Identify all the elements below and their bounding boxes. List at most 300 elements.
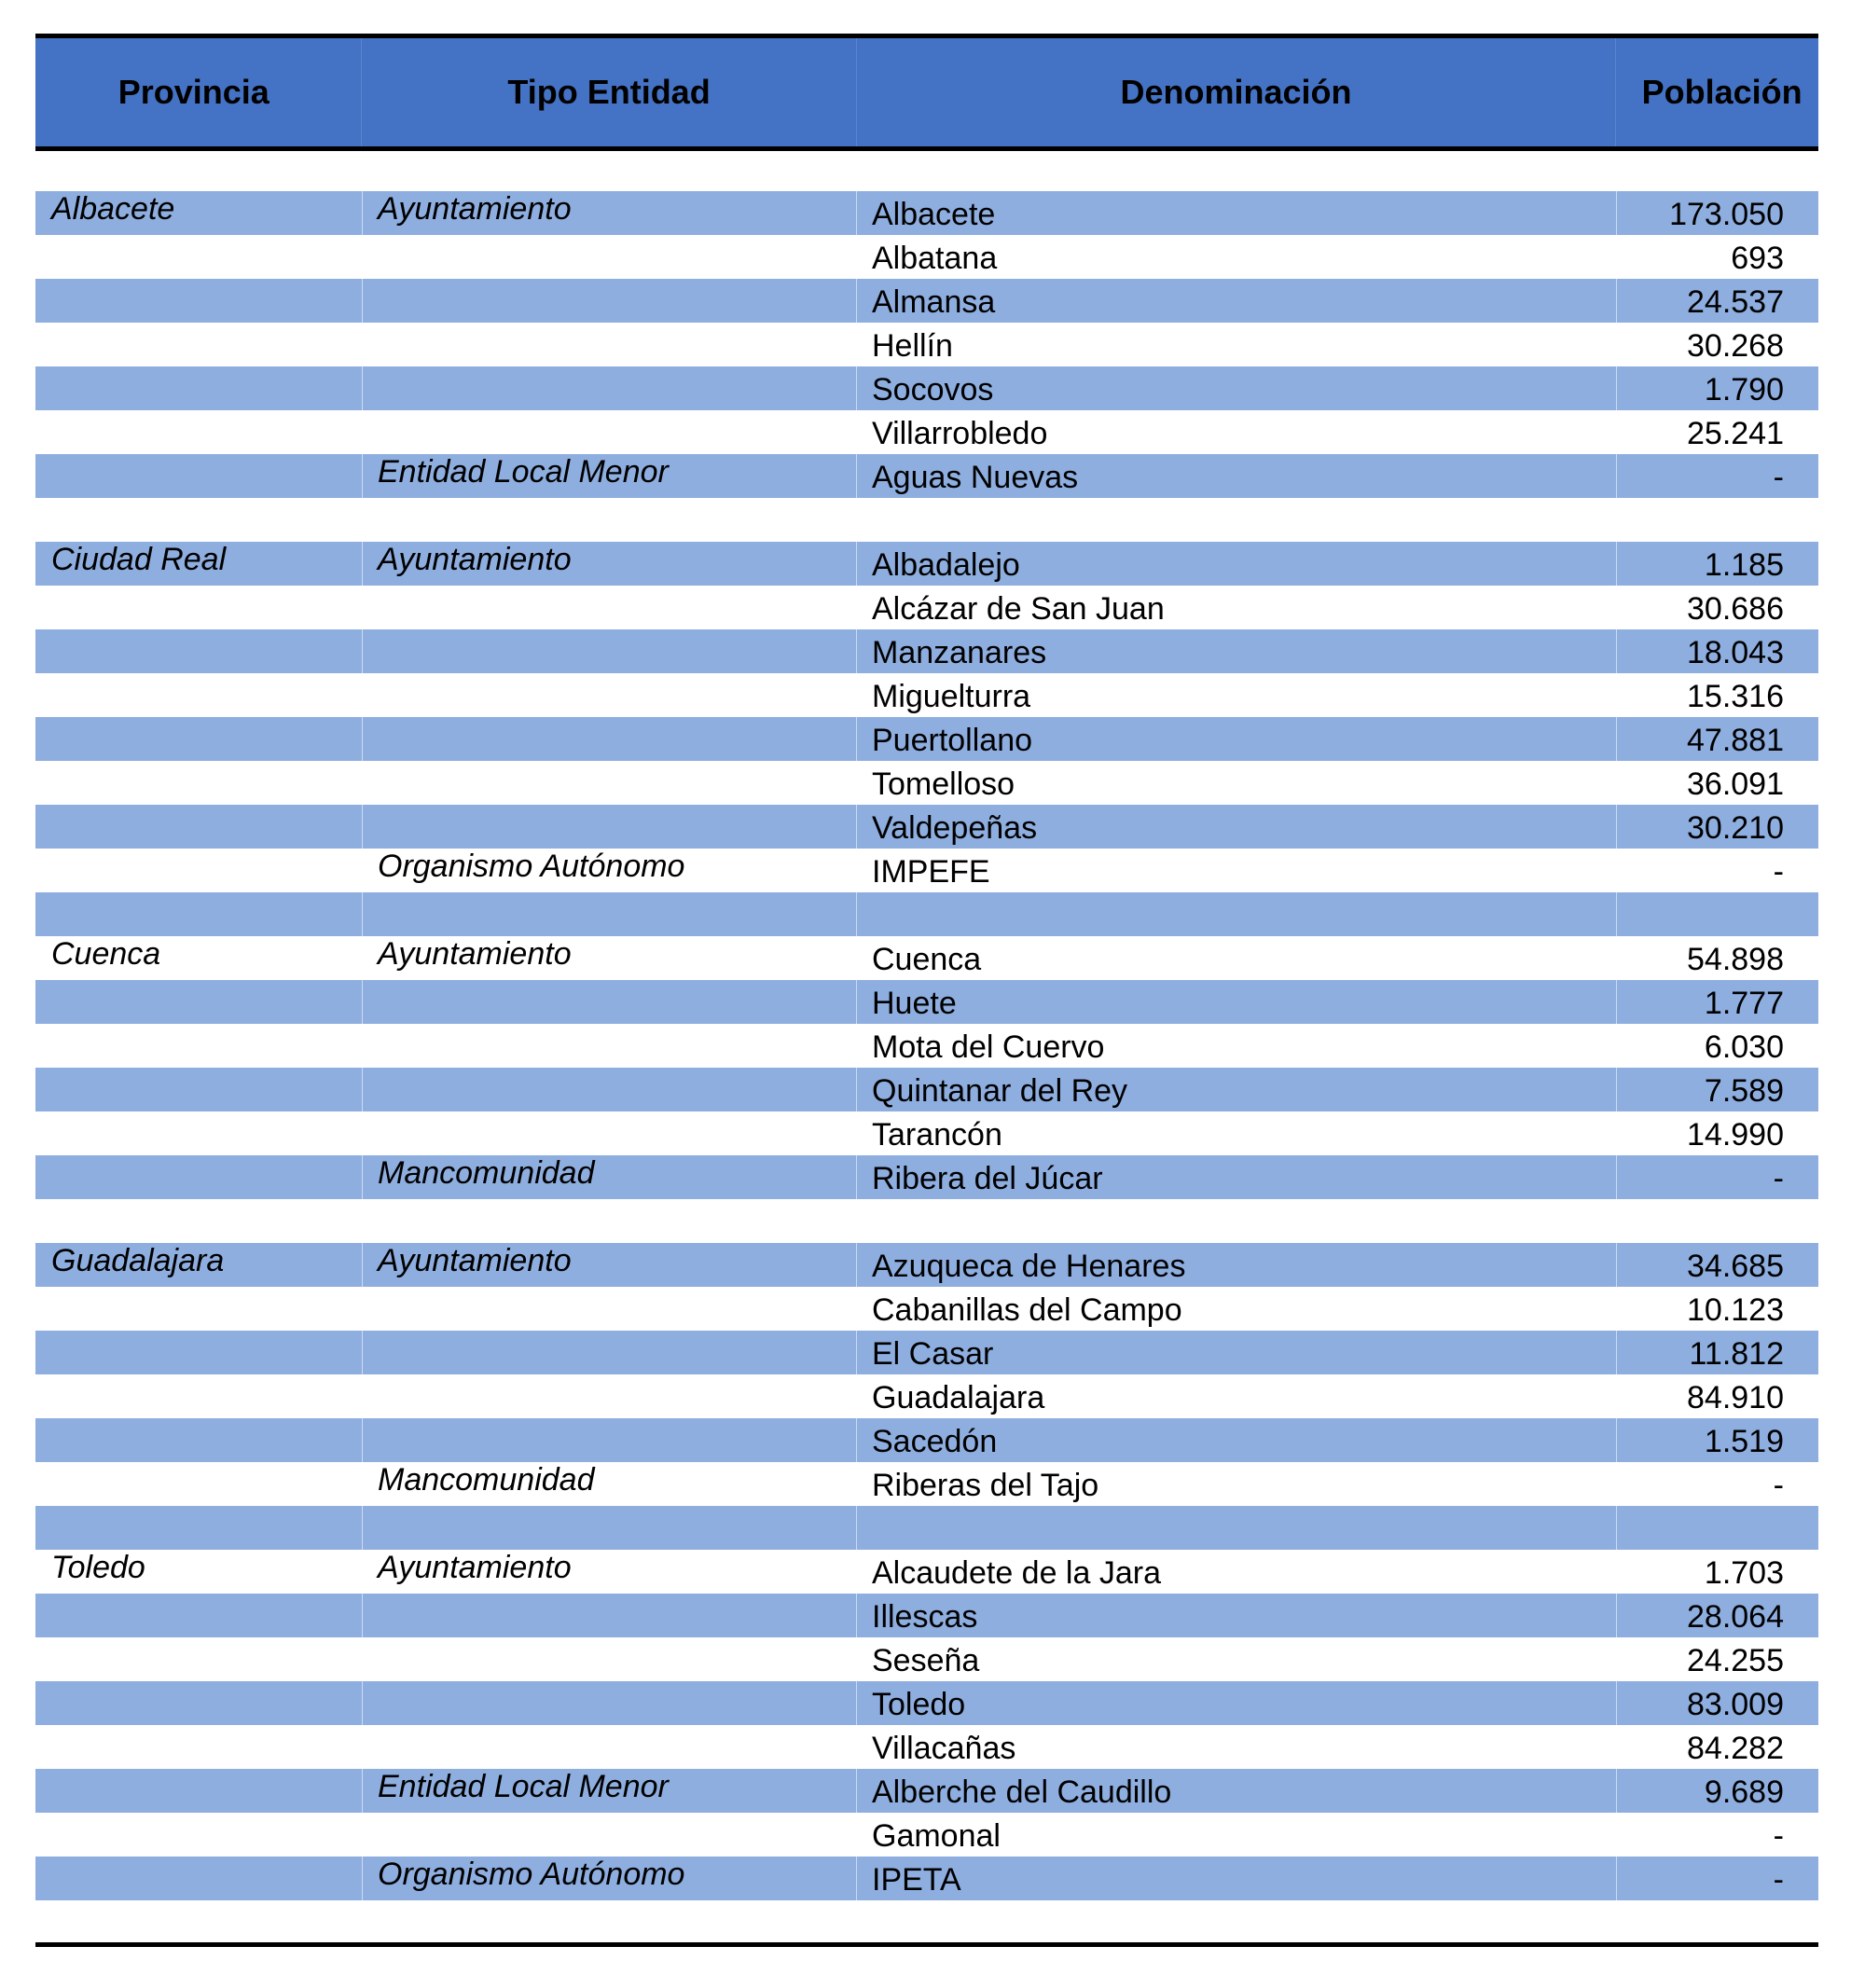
tipo-entidad-cell xyxy=(362,1287,856,1331)
column-divider xyxy=(362,235,363,279)
provincia-cell xyxy=(35,1287,362,1331)
table-row xyxy=(35,849,1818,892)
column-divider xyxy=(1616,279,1617,323)
table-row xyxy=(35,717,1818,761)
column-divider xyxy=(856,1594,857,1637)
column-divider xyxy=(856,410,857,454)
denominacion-cell: Villarrobledo xyxy=(872,416,1048,451)
denominacion-cell: Cuenca xyxy=(872,942,982,977)
column-divider xyxy=(1616,1594,1617,1637)
poblacion-cell: 30.686 xyxy=(1687,591,1784,627)
column-divider xyxy=(362,1111,363,1155)
column-divider xyxy=(362,1550,363,1594)
poblacion-cell: 10.123 xyxy=(1687,1292,1784,1328)
column-divider xyxy=(362,1155,363,1199)
denominacion-cell: Aguas Nuevas xyxy=(872,460,1079,495)
tipo-entidad-cell xyxy=(362,279,856,323)
column-divider xyxy=(1616,673,1617,717)
poblacion-cell: - xyxy=(1773,1468,1784,1503)
tipo-entidad-cell xyxy=(362,1111,856,1155)
denominacion-cell: Toledo xyxy=(872,1687,966,1722)
poblacion-cell: 11.812 xyxy=(1689,1336,1784,1372)
column-divider xyxy=(856,1243,857,1287)
column-divider xyxy=(1616,892,1617,936)
column-divider xyxy=(856,1813,857,1857)
table-row xyxy=(35,1024,1818,1068)
tipo-entidad-cell: Mancomunidad xyxy=(378,1155,595,1191)
column-divider xyxy=(1616,1155,1617,1199)
table-row xyxy=(35,980,1818,1024)
tipo-entidad-cell xyxy=(362,717,856,761)
denominacion-cell: Cabanillas del Campo xyxy=(872,1292,1182,1328)
column-divider xyxy=(362,366,363,410)
column-divider xyxy=(362,323,363,366)
column-divider xyxy=(856,805,857,849)
poblacion-cell: 1.185 xyxy=(1704,547,1784,583)
column-divider xyxy=(362,1813,363,1857)
column-divider xyxy=(362,629,363,673)
column-divider xyxy=(1616,1111,1617,1155)
provincia-cell xyxy=(35,805,362,849)
column-divider xyxy=(362,1462,363,1506)
column-divider xyxy=(856,1024,857,1068)
provincia-cell xyxy=(35,1155,362,1199)
column-divider xyxy=(856,1462,857,1506)
table-row xyxy=(35,936,1818,980)
table-row xyxy=(35,191,1818,235)
header-tipo-entidad: Tipo Entidad xyxy=(507,73,711,111)
poblacion-cell: 9.689 xyxy=(1704,1774,1784,1810)
column-divider xyxy=(362,1287,363,1331)
provincia-cell xyxy=(35,410,362,454)
column-divider xyxy=(1616,1331,1617,1374)
denominacion-cell: Huete xyxy=(872,986,957,1021)
column-divider xyxy=(362,1243,363,1287)
provincia-cell xyxy=(35,849,362,892)
denominacion-cell: Albacete xyxy=(872,197,996,232)
table-row xyxy=(35,410,1818,454)
poblacion-cell: 1.519 xyxy=(1704,1424,1784,1459)
denominacion-cell xyxy=(856,1199,1616,1243)
denominacion-cell: Hellín xyxy=(872,328,953,364)
provincia-cell: Toledo xyxy=(51,1550,145,1585)
tipo-entidad-cell: Ayuntamiento xyxy=(378,1550,572,1585)
provincia-cell: Cuenca xyxy=(51,936,161,972)
poblacion-cell: 28.064 xyxy=(1687,1599,1784,1635)
poblacion-cell: 47.881 xyxy=(1687,723,1784,758)
tipo-entidad-cell xyxy=(362,1594,856,1637)
column-divider xyxy=(362,1068,363,1111)
column-divider xyxy=(1616,1243,1617,1287)
column-divider xyxy=(1616,761,1617,805)
column-divider xyxy=(1616,1374,1617,1418)
tipo-entidad-cell xyxy=(362,673,856,717)
tipo-entidad-cell: Organismo Autónomo xyxy=(378,849,685,884)
denominacion-cell: Riberas del Tajo xyxy=(872,1468,1099,1503)
provincia-cell xyxy=(35,1594,362,1637)
column-divider xyxy=(856,629,857,673)
poblacion-cell: 84.282 xyxy=(1687,1731,1784,1766)
tipo-entidad-cell: Ayuntamiento xyxy=(378,1243,572,1278)
table-row xyxy=(35,1331,1818,1374)
provincia-cell xyxy=(35,454,362,498)
provincia-cell xyxy=(35,1068,362,1111)
column-divider xyxy=(1616,542,1617,586)
poblacion-cell: 15.316 xyxy=(1687,679,1784,714)
poblacion-cell: 173.050 xyxy=(1669,197,1784,232)
tipo-entidad-cell xyxy=(362,498,856,542)
poblacion-cell xyxy=(1616,1199,1818,1243)
denominacion-cell xyxy=(856,498,1616,542)
column-divider xyxy=(1616,1287,1617,1331)
provincia-cell xyxy=(35,1769,362,1813)
tipo-entidad-cell xyxy=(362,323,856,366)
column-divider xyxy=(1616,323,1617,366)
poblacion-cell: 30.268 xyxy=(1687,328,1784,364)
column-divider xyxy=(362,849,363,892)
poblacion-cell: - xyxy=(1773,1818,1784,1854)
denominacion-cell: IPETA xyxy=(872,1862,961,1898)
column-divider xyxy=(856,1111,857,1155)
provincia-cell xyxy=(35,1199,362,1243)
column-divider xyxy=(362,1637,363,1681)
tipo-entidad-cell xyxy=(362,235,856,279)
column-divider xyxy=(856,673,857,717)
poblacion-cell: 30.210 xyxy=(1687,810,1784,846)
column-divider xyxy=(362,1506,363,1550)
table-row xyxy=(35,1068,1818,1111)
table-row xyxy=(35,1506,1818,1550)
tipo-entidad-cell xyxy=(362,410,856,454)
header-provincia: Provincia xyxy=(117,73,269,111)
column-divider xyxy=(856,892,857,936)
tipo-entidad-cell xyxy=(362,1199,856,1243)
column-divider xyxy=(1616,717,1617,761)
table-row xyxy=(35,805,1818,849)
tipo-entidad-cell xyxy=(362,1331,856,1374)
provincia-cell xyxy=(35,1681,362,1725)
table-row xyxy=(35,1287,1818,1331)
table-row xyxy=(35,1813,1818,1857)
column-divider xyxy=(1616,1068,1617,1111)
provincia-cell xyxy=(35,1506,362,1550)
provincia-cell xyxy=(35,1813,362,1857)
provincia-cell xyxy=(35,980,362,1024)
table-row xyxy=(35,673,1818,717)
column-divider xyxy=(1616,805,1617,849)
denominacion-cell: Mota del Cuervo xyxy=(872,1029,1105,1065)
column-divider xyxy=(1616,1418,1617,1462)
column-divider xyxy=(856,1287,857,1331)
poblacion-cell: 36.091 xyxy=(1687,766,1784,802)
column-divider xyxy=(856,542,857,586)
denominacion-cell: Guadalajara xyxy=(872,1380,1045,1415)
denominacion-cell: Albatana xyxy=(872,241,998,276)
poblacion-cell: 83.009 xyxy=(1687,1687,1784,1722)
tipo-entidad-cell: Ayuntamiento xyxy=(378,191,572,227)
table-row xyxy=(35,279,1818,323)
column-divider xyxy=(1616,1681,1617,1725)
column-divider xyxy=(856,849,857,892)
table-bottom-rule xyxy=(35,1942,1818,1947)
column-divider xyxy=(856,1418,857,1462)
provincia-cell xyxy=(35,673,362,717)
column-divider xyxy=(1616,586,1617,629)
tipo-entidad-cell xyxy=(362,1813,856,1857)
tipo-entidad-cell: Ayuntamiento xyxy=(378,936,572,972)
column-divider xyxy=(362,498,363,542)
column-divider xyxy=(1616,936,1617,980)
column-divider xyxy=(1616,1769,1617,1813)
column-divider xyxy=(856,717,857,761)
column-divider xyxy=(362,1725,363,1769)
column-divider xyxy=(856,1155,857,1199)
tipo-entidad-cell xyxy=(362,892,856,936)
provincia-cell xyxy=(35,323,362,366)
column-divider xyxy=(1616,498,1617,542)
provincia-cell xyxy=(35,761,362,805)
column-divider xyxy=(856,1374,857,1418)
column-divider xyxy=(856,1769,857,1813)
column-divider xyxy=(1616,1506,1617,1550)
denominacion-cell: El Casar xyxy=(872,1336,994,1372)
denominacion-cell: IMPEFE xyxy=(872,854,990,890)
denominacion-cell xyxy=(856,892,1616,936)
denominacion-cell: Illescas xyxy=(872,1599,978,1635)
table-row xyxy=(35,1594,1818,1637)
tipo-entidad-cell: Entidad Local Menor xyxy=(378,1769,669,1804)
tipo-entidad-cell xyxy=(362,1681,856,1725)
poblacion-cell: - xyxy=(1773,1862,1784,1898)
table-row xyxy=(35,1155,1818,1199)
header-poblacion: Población xyxy=(1641,73,1803,111)
provincia-cell xyxy=(35,1462,362,1506)
column-divider xyxy=(856,279,857,323)
column-divider xyxy=(1616,235,1617,279)
column-divider xyxy=(1616,1813,1617,1857)
tipo-entidad-cell xyxy=(362,805,856,849)
column-divider xyxy=(362,805,363,849)
column-divider xyxy=(856,980,857,1024)
column-divider xyxy=(856,1068,857,1111)
column-divider xyxy=(856,235,857,279)
column-divider xyxy=(856,761,857,805)
column-divider xyxy=(856,454,857,498)
table-row xyxy=(35,1111,1818,1155)
poblacion-cell: 25.241 xyxy=(1687,416,1784,451)
poblacion-cell xyxy=(1616,892,1818,936)
provincia-cell xyxy=(35,1331,362,1374)
column-divider xyxy=(362,454,363,498)
column-divider xyxy=(362,191,363,235)
column-divider xyxy=(362,1024,363,1068)
column-divider xyxy=(362,1374,363,1418)
provincia-cell xyxy=(35,1637,362,1681)
column-divider xyxy=(856,323,857,366)
provincia-cell xyxy=(35,586,362,629)
denominacion-cell: Tarancón xyxy=(872,1117,1002,1153)
tipo-entidad-cell xyxy=(362,366,856,410)
table-row xyxy=(35,629,1818,673)
column-divider xyxy=(856,1725,857,1769)
table-row xyxy=(35,1681,1818,1725)
tipo-entidad-cell: Mancomunidad xyxy=(378,1462,595,1498)
table-row xyxy=(35,454,1818,498)
column-divider xyxy=(362,1418,363,1462)
poblacion-cell: - xyxy=(1773,1161,1784,1196)
tipo-entidad-cell xyxy=(362,629,856,673)
column-divider xyxy=(1616,1857,1617,1900)
poblacion-cell: 14.990 xyxy=(1687,1117,1784,1153)
column-divider xyxy=(856,936,857,980)
tipo-entidad-cell xyxy=(362,1637,856,1681)
provincia-cell: Albacete xyxy=(51,191,175,227)
provincia-cell xyxy=(35,1374,362,1418)
tipo-entidad-cell: Organismo Autónomo xyxy=(378,1857,685,1892)
column-divider xyxy=(1616,1637,1617,1681)
provincia-cell xyxy=(35,892,362,936)
denominacion-cell: Quintanar del Rey xyxy=(872,1073,1128,1109)
tipo-entidad-cell: Ayuntamiento xyxy=(378,542,572,577)
poblacion-cell: 6.030 xyxy=(1704,1029,1784,1065)
provincia-cell: Guadalajara xyxy=(51,1243,225,1278)
poblacion-cell xyxy=(1616,498,1818,542)
denominacion-cell: Alberche del Caudillo xyxy=(872,1774,1172,1810)
column-divider xyxy=(856,1199,857,1243)
table-row xyxy=(35,1374,1818,1418)
poblacion-cell: 18.043 xyxy=(1687,635,1784,670)
poblacion-cell xyxy=(1616,1506,1818,1550)
header-denominacion: Denominación xyxy=(1120,73,1352,111)
tipo-entidad-cell xyxy=(362,586,856,629)
denominacion-cell: Manzanares xyxy=(872,635,1047,670)
column-divider xyxy=(362,586,363,629)
poblacion-cell: 7.589 xyxy=(1704,1073,1784,1109)
column-divider xyxy=(856,1681,857,1725)
column-divider xyxy=(362,1857,363,1900)
column-divider xyxy=(362,1331,363,1374)
poblacion-cell: 84.910 xyxy=(1687,1380,1784,1415)
column-divider xyxy=(362,279,363,323)
provincia-cell xyxy=(35,629,362,673)
table-row xyxy=(35,1243,1818,1287)
table-row xyxy=(35,1637,1818,1681)
table-row xyxy=(35,1725,1818,1769)
poblacion-cell: - xyxy=(1773,854,1784,890)
column-divider xyxy=(362,1594,363,1637)
tipo-entidad-cell xyxy=(362,1068,856,1111)
tipo-entidad-cell: Entidad Local Menor xyxy=(378,454,669,490)
table-row xyxy=(35,1550,1818,1594)
column-divider xyxy=(362,936,363,980)
table-header xyxy=(35,38,1818,146)
column-divider xyxy=(856,1550,857,1594)
column-divider xyxy=(362,717,363,761)
provincia-cell xyxy=(35,366,362,410)
poblacion-cell: 34.685 xyxy=(1687,1249,1784,1284)
column-divider xyxy=(362,410,363,454)
header-bottom-rule xyxy=(35,146,1818,151)
column-divider xyxy=(856,366,857,410)
denominacion-cell: Miguelturra xyxy=(872,679,1031,714)
tipo-entidad-cell xyxy=(362,1418,856,1462)
column-divider xyxy=(362,673,363,717)
column-divider xyxy=(1616,454,1617,498)
denominacion-cell: Socovos xyxy=(872,372,994,407)
column-divider xyxy=(1616,1199,1617,1243)
column-divider xyxy=(1616,1550,1617,1594)
column-divider xyxy=(1616,1024,1617,1068)
column-divider xyxy=(1616,849,1617,892)
poblacion-cell: 1.777 xyxy=(1704,986,1784,1021)
denominacion-cell: Almansa xyxy=(872,284,996,320)
denominacion-cell: Azuqueca de Henares xyxy=(872,1249,1186,1284)
provincia-cell xyxy=(35,1024,362,1068)
table-body xyxy=(35,191,1818,1900)
tipo-entidad-cell xyxy=(362,761,856,805)
tipo-entidad-cell xyxy=(362,980,856,1024)
table-row xyxy=(35,542,1818,586)
provincia-cell xyxy=(35,1418,362,1462)
denominacion-cell: Seseña xyxy=(872,1643,980,1678)
poblacion-cell: - xyxy=(1773,460,1784,495)
column-divider xyxy=(362,1769,363,1813)
poblacion-cell: 54.898 xyxy=(1687,942,1784,977)
table-row xyxy=(35,235,1818,279)
denominacion-cell: Villacañas xyxy=(872,1731,1016,1766)
poblacion-cell: 693 xyxy=(1731,241,1784,276)
table-row xyxy=(35,323,1818,366)
column-divider xyxy=(1616,1725,1617,1769)
tipo-entidad-cell xyxy=(362,1374,856,1418)
denominacion-cell: Puertollano xyxy=(872,723,1033,758)
provincia-cell xyxy=(35,279,362,323)
column-divider xyxy=(362,980,363,1024)
column-divider xyxy=(856,1637,857,1681)
column-divider xyxy=(1616,1462,1617,1506)
provincia-cell xyxy=(35,1857,362,1900)
column-divider xyxy=(362,1681,363,1725)
provincia-cell xyxy=(35,498,362,542)
table-row xyxy=(35,1462,1818,1506)
table-row xyxy=(35,761,1818,805)
provincia-cell: Ciudad Real xyxy=(51,542,227,577)
table-row xyxy=(35,366,1818,410)
column-divider xyxy=(1616,191,1617,235)
provincia-cell xyxy=(35,717,362,761)
poblacion-cell: 24.255 xyxy=(1687,1643,1784,1678)
poblacion-cell: 1.790 xyxy=(1704,372,1784,407)
table-row xyxy=(35,1769,1818,1813)
column-divider xyxy=(362,542,363,586)
provincia-cell xyxy=(35,1725,362,1769)
column-divider xyxy=(1616,366,1617,410)
poblacion-cell: 24.537 xyxy=(1687,284,1784,320)
denominacion-cell: Sacedón xyxy=(872,1424,998,1459)
denominacion-cell: Tomelloso xyxy=(872,766,1015,802)
poblacion-cell: 1.703 xyxy=(1704,1555,1784,1591)
column-divider xyxy=(362,892,363,936)
table-row xyxy=(35,1199,1818,1243)
tipo-entidad-cell xyxy=(362,1506,856,1550)
tipo-entidad-cell xyxy=(362,1725,856,1769)
denominacion-cell: Valdepeñas xyxy=(872,810,1038,846)
column-divider xyxy=(362,761,363,805)
column-divider xyxy=(856,586,857,629)
column-divider xyxy=(1616,410,1617,454)
column-divider xyxy=(1616,980,1617,1024)
provincia-cell xyxy=(35,235,362,279)
